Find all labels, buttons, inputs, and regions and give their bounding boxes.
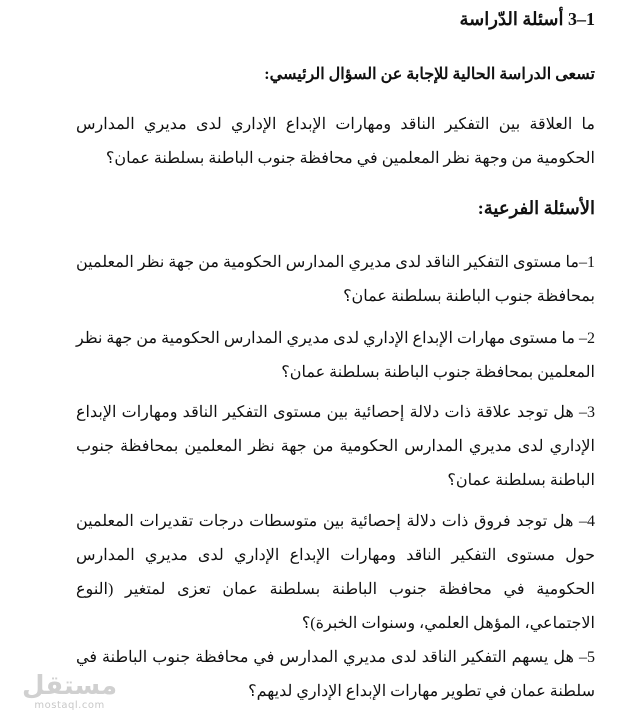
sub-question-2: 2– ما مستوى مهارات الإبداع الإداري لدى مديري المدارس الحكومية من جهة نظر المعلمين بمحافظة جنوب الباطنة بسلطنة عمان؟ bbox=[76, 330, 595, 381]
watermark-url: mostaql.com bbox=[34, 700, 105, 711]
watermark-logo: مستقل bbox=[22, 671, 118, 701]
sub-question-1: 1–ما مستوى التفكير الناقد لدى مديري المدارس الحكومية من جهة نظر المعلمين بمحافظة جنوب الباطنة بسلطنة عمان؟ bbox=[76, 254, 595, 305]
section-title: 1–3 أسئلة الدّراسة bbox=[459, 9, 595, 29]
main-question: ما العلاقة بين التفكير الناقد ومهارات الإبداع الإداري لدى مديري المدارس الحكومية من وجهة نظر المعلمين في محافظة جنوب الباطنة بسلطنة عمان؟ bbox=[76, 116, 595, 167]
sub-question-5: 5– هل يسهم التفكير الناقد لدى مديري المدارس في محافظة جنوب الباطنة في سلطنة عمان في تطوير مهارات الإبداع الإداري لديهم؟ bbox=[76, 649, 595, 700]
sub-questions-heading: الأسئلة الفرعية: bbox=[477, 198, 595, 218]
sub-question-4: 4– هل توجد فروق ذات دلالة إحصائية بين متوسطات درجات تقديرات المعلمين حول مستوى التفكير الناقد ومهارات الإبداع الإداري لدى مديري المدارس الحكومية في محافظة جنوب الباطنة بسلطنة عمان تعزى لمتغير (النوع الاجتماعي، المؤهل العلمي، وسنوات الخبرة)؟ bbox=[76, 513, 595, 632]
main-question-intro: تسعى الدراسة الحالية للإجابة عن السؤال الرئيسي: bbox=[264, 66, 595, 83]
sub-question-3: 3– هل توجد علاقة ذات دلالة إحصائية بين مستوى التفكير الناقد ومهارات الإبداع الإداري لدى مديري المدارس الحكومية من جهة نظر المعلمين بمحافظة جنوب الباطنة بسلطنة عمان؟ bbox=[76, 404, 595, 489]
